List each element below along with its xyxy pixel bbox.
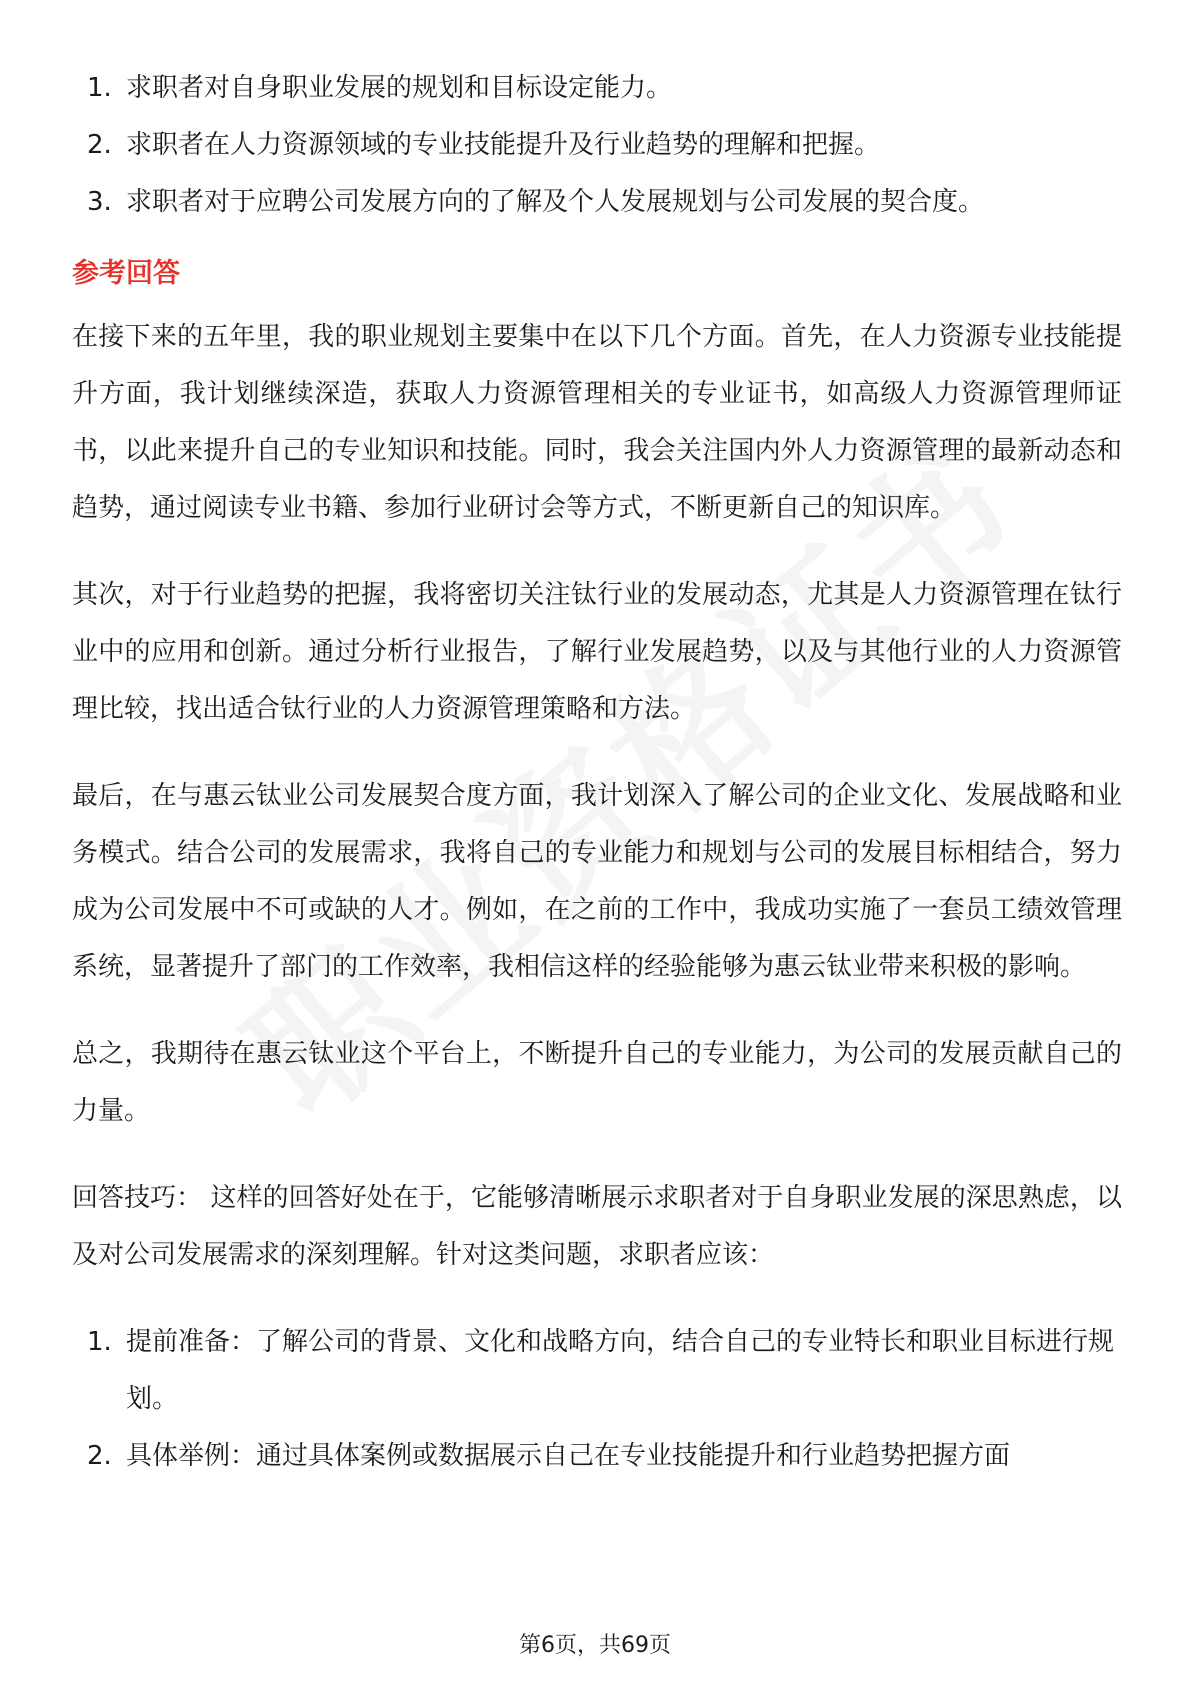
list-item bbox=[72, 60, 1122, 117]
evaluation-points-list bbox=[72, 60, 1122, 231]
tips-label: 回答技巧： bbox=[72, 1183, 203, 1213]
tips-list bbox=[72, 1314, 1122, 1485]
list-item-number: 2. bbox=[87, 130, 112, 160]
answer-paragraph: 在接下来的五年里，我的职业规划主要集中在以下几个方面。首先，在人力资源专业技能提升方面，我计划继续深造，获取人力资源管理相关的专业证书，如高级人力资源管理师证书，以此来提升自己的专业知识和技能。同时，我会关注国内外人力资源管理的最新动态和趋势，通过阅读专业书籍、参加行业研讨会等方式，不断更新自己的知识库。 bbox=[72, 322, 1122, 523]
list-item-number: 3. bbox=[87, 187, 112, 217]
answer-paragraph: 其次，对于行业趋势的把握，我将密切关注钛行业的发展动态，尤其是人力资源管理在钛行业中的应用和创新。通过分析行业报告，了解行业发展趋势，以及与其他行业的人力资源管理比较，找出适合钛行业的人力资源管理策略和方法。 bbox=[72, 580, 1122, 724]
tips-text: 这样的回答好处在于，它能够清晰展示求职者对于自身职业发展的深思熟虑，以及对公司发展需求的深刻理解。针对这类问题，求职者应该： bbox=[72, 1183, 1122, 1270]
list-item-text: 求职者在人力资源领域的专业技能提升及行业趋势的理解和把握。 bbox=[126, 130, 881, 160]
list-item-text: 求职者对于应聘公司发展方向的了解及个人发展规划与公司发展的契合度。 bbox=[126, 187, 985, 217]
list-item bbox=[72, 117, 1122, 174]
list-item bbox=[72, 174, 1122, 231]
list-item-text: 具体举例：通过具体案例或数据展示自己在专业技能提升和行业趋势把握方面 bbox=[126, 1441, 1011, 1471]
page-content bbox=[72, 60, 1122, 1485]
page-number-footer: 第6页，共69页 bbox=[519, 1633, 671, 1658]
list-item-text: 求职者对自身职业发展的规划和目标设定能力。 bbox=[126, 73, 673, 103]
list-item-number: 1. bbox=[87, 73, 112, 103]
list-item-text: 提前准备：了解公司的背景、文化和战略方向，结合自己的专业特长和职业目标进行规划。 bbox=[126, 1327, 1115, 1414]
tips-paragraph bbox=[72, 1170, 1122, 1284]
list-item-number: 2. bbox=[87, 1441, 112, 1471]
list-item-number: 1. bbox=[87, 1327, 112, 1357]
answer-paragraph: 最后，在与惠云钛业公司发展契合度方面，我计划深入了解公司的企业文化、发展战略和业务模式。结合公司的发展需求，我将自己的专业能力和规划与公司的发展目标相结合，努力成为公司发展中不可或缺的人才。例如，在之前的工作中，我成功实施了一套员工绩效管理系统，显著提升了部门的工作效率，我相信这样的经验能够为惠云钛业带来积极的影响。 bbox=[72, 781, 1122, 982]
answer-paragraph: 总之，我期待在惠云钛业这个平台上，不断提升自己的专业能力，为公司的发展贡献自己的力量。 bbox=[72, 1039, 1122, 1126]
section-heading: 参考回答 bbox=[72, 258, 180, 289]
list-item bbox=[72, 1428, 1122, 1485]
list-item bbox=[72, 1314, 1122, 1428]
